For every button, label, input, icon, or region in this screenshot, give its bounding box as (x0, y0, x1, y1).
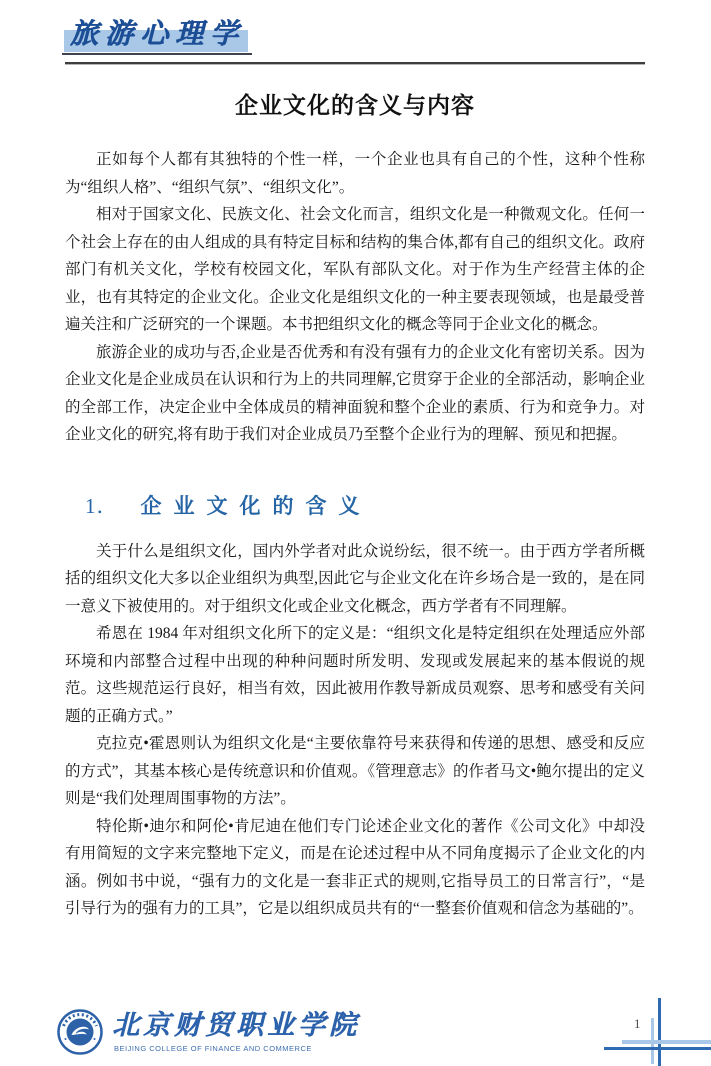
intro-paragraph-1: 正如每个人都有其独特的个性一样，一个企业也具有自己的个性，这种个性称为“组织人格”、“组织气氛”、“组织文化”。 (65, 151, 645, 196)
section-paragraph-4: 特伦斯•迪尔和阿伦•肯尼迪在他们专门论述企业文化的著作《公司文化》中却没有用简短的文字来完整地下定义，而是在论述过程中从不同角度揭示了企业文化的内涵。例如书中说，“强有力的文化是一套非正式的规则,它指导员工的日常言行”，“是引导行为的强有力的工具”，它是以组织成员共有的“一整套价值观和信念为基础的”。 (65, 817, 645, 917)
college-seal-icon (56, 1008, 104, 1056)
section-paragraph-3: 克拉克•霍恩则认为组织文化是“主要依靠符号来获得和传递的思想、感受和反应的方式”，其基本核心是传统意识和价值观。《管理意志》的作者马文•鲍尔提出的定义则是“我们处理周围事物的方法”。 (65, 735, 645, 807)
header-divider (65, 62, 645, 65)
footer-ornament-vertical-dark (658, 998, 661, 1066)
book-title: 旅游心理学 (70, 19, 246, 50)
section-number: 1． (85, 493, 119, 518)
section-paragraph-1: 关于什么是组织文化，国内外学者对此众说纷纭，很不统一。由于西方学者所概括的组织文化大多以企业组织为典型,因此它与企业文化在许乡场合是一致的，是在同一意义下被使用的。对于组织文化或企业文化概念，西方学者有不同理解。 (65, 542, 645, 615)
intro-paragraph-3: 旅游企业的成功与否,企业是否优秀和有没有强有力的企业文化有密切关系。因为企业文化是企业成员在认识和行为上的共同理解,它贯穿于企业的全部活动，影响企业的全部工作，决定企业中全体成员的精神面貌和整个企业的素质、行为和竞争力。对企业文化的研究,将有助于我们对企业成员乃至整个企业行为的理解、预见和把握。 (65, 343, 645, 443)
text-column (65, 88, 645, 923)
section-paragraph-2: 希恩在 1984 年对组织文化所下的定义是：“组织文化是特定组织在处理适应外部环境和内部整合过程中出现的种种问题时所发明、发现或发展起来的基本假说的规范。这些规范运行良好，相当有效，因此被用作教导新成员观察、思考和感受有关问题的正确方式。” (65, 625, 645, 725)
college-name-en: BEIJING COLLEGE OF FINANCE AND COMMERCE (114, 1044, 312, 1053)
college-name-cn: 北京财贸职业学院 (112, 1010, 360, 1040)
page-number: 1 (634, 1016, 641, 1031)
section-heading (65, 491, 645, 522)
section-title: 企业文化的含义 (140, 494, 372, 518)
header-title-underline (62, 53, 252, 55)
footer-ornament-horizontal-dark (604, 1047, 711, 1050)
footer-ornament-horizontal-light (622, 1040, 711, 1044)
intro-paragraph-2: 相对于国家文化、民族文化、社会文化而言，组织文化是一种微观文化。任何一个社会上存在的由人组成的具有特定目标和结构的集合体,都有自己的组织文化。政府部门有机关文化，学校有校园文化，军队有部队文化。对于作为生产经营主体的企业，也有其特定的企业文化。企业文化是组织文化的一种主要表现领域，也是最受普遍关注和广泛研究的一个课题。本书把组织文化的概念等同于企业文化的概念。 (65, 206, 645, 333)
page-title: 企业文化的含义与内容 (235, 92, 475, 118)
